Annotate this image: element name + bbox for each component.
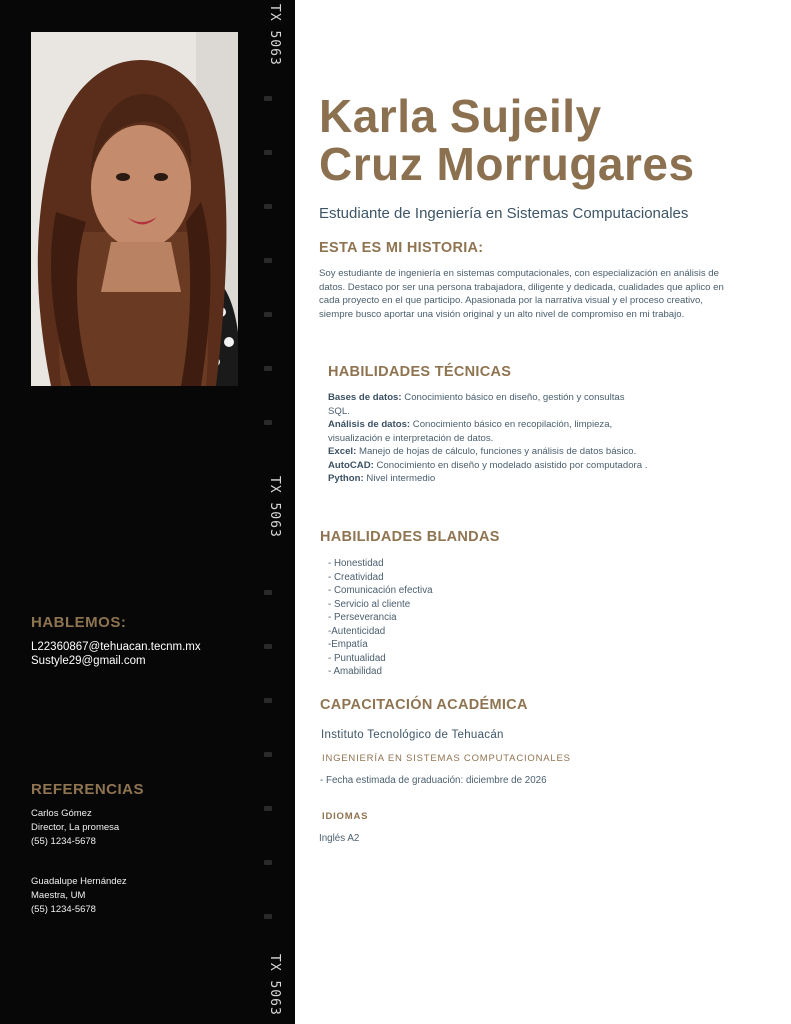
- film-hole: [264, 420, 272, 425]
- film-hole: [264, 806, 272, 811]
- language-item: Inglés A2: [319, 833, 360, 844]
- soft-skill-item: - Puntualidad: [328, 652, 386, 664]
- skill-description: Nivel intermedio: [363, 473, 436, 484]
- soft-skill-item: - Creatividad: [328, 571, 384, 583]
- film-hole: [264, 258, 272, 263]
- film-code: TX 5063: [267, 954, 282, 1016]
- film-hole: [264, 204, 272, 209]
- soft-skill-item: -Autenticidad: [328, 625, 386, 637]
- story-text: Soy estudiante de ingeniería en sistemas computacionales, con especialización en análisis de datos. Destaco por ser una persona trabajadora, diligente y dedicada, cualidades que aplico en cada proyecto en el que participo. Apasionada por la narrativa visual y el proceso creativo, siempre busco aportar una visión original y un alto nivel de compromiso en mi trabajo.: [319, 268, 724, 320]
- film-code: TX 5063: [267, 4, 282, 66]
- film-hole: [264, 698, 272, 703]
- education-graduation: - Fecha estimada de graduación: diciembre de 2026: [320, 775, 547, 786]
- languages-heading: IDIOMAS: [322, 811, 369, 822]
- film-hole: [264, 590, 272, 595]
- contact-heading: HABLEMOS:: [31, 614, 127, 631]
- education-heading: CAPACITACIÓN ACADÉMICA: [320, 697, 528, 713]
- film-hole: [264, 914, 272, 919]
- technical-skill-item: [328, 459, 648, 473]
- name-first-line: Karla Sujeily: [319, 90, 602, 142]
- reference-phone: (55) 1234-5678: [31, 836, 96, 847]
- film-hole: [264, 860, 272, 865]
- film-hole: [264, 312, 272, 317]
- soft-skill-item: - Amabilidad: [328, 666, 382, 677]
- film-code: TX 5063: [267, 476, 282, 538]
- skill-label: AutoCAD:: [328, 459, 374, 471]
- soft-skills-heading: HABILIDADES BLANDAS: [320, 529, 500, 545]
- technical-skill-item: [328, 445, 648, 459]
- soft-skill-item: - Servicio al cliente: [328, 598, 411, 610]
- film-hole: [264, 644, 272, 649]
- soft-skill-item: -Empatía: [328, 639, 368, 650]
- skill-label: Análisis de datos:: [328, 419, 411, 430]
- skill-description: Conocimiento básico en recopilación, limpieza, visualización e interpretación de datos.: [328, 419, 613, 444]
- technical-skills-list: [328, 391, 648, 486]
- film-hole: [264, 150, 272, 155]
- technical-skill-item: [328, 391, 648, 418]
- contact-email-primary[interactable]: L22360867@tehuacan.tecnm.mx: [31, 641, 201, 653]
- profile-photo-illustration: [31, 32, 238, 386]
- reference-role: Maestra, UM: [31, 890, 86, 901]
- skill-description: Conocimiento en diseño y modelado asistido por computadora .: [373, 459, 648, 471]
- skill-description: Manejo de hojas de cálculo, funciones y análisis de datos básico.: [356, 446, 637, 457]
- skill-label: Excel:: [328, 446, 357, 457]
- soft-skill-item: - Comunicación efectiva: [328, 585, 433, 596]
- skill-label: Bases de datos:: [328, 392, 402, 403]
- resume-title: Estudiante de Ingeniería en Sistemas Computacionales: [319, 205, 689, 222]
- story-heading: ESTA ES MI HISTORIA:: [319, 240, 484, 256]
- contact-email-secondary[interactable]: Sustyle29@gmail.com: [31, 655, 146, 667]
- reference-phone: (55) 1234-5678: [31, 904, 96, 915]
- technical-skills-heading: HABILIDADES TÉCNICAS: [328, 364, 512, 380]
- film-hole: [264, 366, 272, 371]
- profile-photo: [31, 32, 238, 386]
- technical-skill-item: [328, 418, 648, 445]
- reference-role: Director, La promesa: [31, 822, 120, 833]
- film-hole: [264, 752, 272, 757]
- soft-skill-item: - Honestidad: [328, 558, 384, 569]
- film-hole: [264, 96, 272, 101]
- education-institution: Instituto Tecnológico de Tehuacán: [321, 729, 504, 741]
- resume-name: [319, 92, 695, 188]
- technical-skill-item: [328, 472, 648, 486]
- skill-description: Conocimiento básico en diseño, gestión y consultas SQL.: [328, 392, 625, 417]
- reference-name: Guadalupe Hernández: [31, 876, 127, 887]
- soft-skills-list: [328, 557, 433, 679]
- sidebar: [0, 0, 295, 1024]
- references-heading: REFERENCIAS: [31, 781, 145, 798]
- education-degree: INGENIERÍA EN SISTEMAS COMPUTACIONALES: [322, 753, 571, 764]
- name-second-line: Cruz Morrugares: [319, 138, 695, 190]
- soft-skill-item: - Perseverancia: [328, 612, 397, 623]
- reference-name: Carlos Gómez: [31, 808, 92, 819]
- skill-label: Python:: [328, 473, 364, 484]
